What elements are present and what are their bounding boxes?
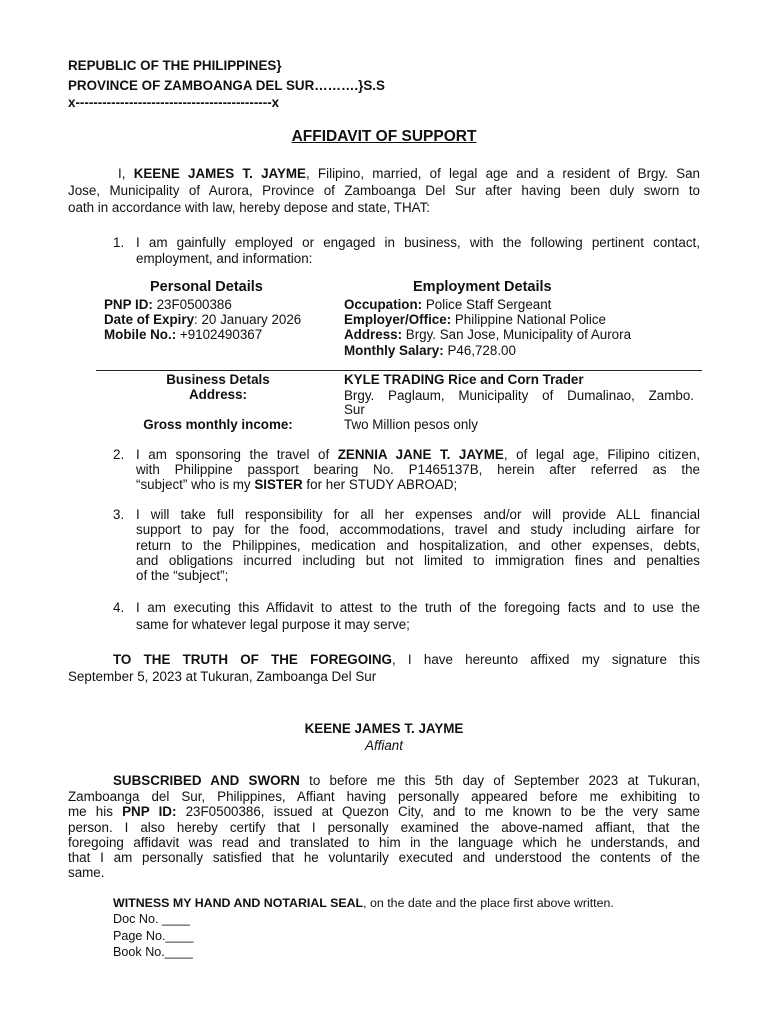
truth-bold: TO THE TRUTH OF THE FOREGOING xyxy=(113,652,392,667)
jurat-bold: SUBSCRIBED AND SWORN xyxy=(113,773,300,788)
jurat-line-3 xyxy=(68,804,700,820)
business-income-value: Two Million pesos only xyxy=(344,417,478,432)
truth-line-2: September 5, 2023 at Tukuran, Zamboanga Del Sur xyxy=(68,669,377,684)
item-2-text-a: I am sponsoring the travel of xyxy=(136,447,338,462)
intro-lead: I, xyxy=(118,166,134,181)
header-republic: REPUBLIC OF THE PHILIPPINES} xyxy=(68,58,282,73)
item-3-line-4: and obligations incurred including but not limited to immigration fines and penalties xyxy=(136,553,700,568)
pnp-id-row xyxy=(104,297,232,313)
salary-label: Monthly Salary: xyxy=(344,343,444,358)
doc-no: Doc No. ____ xyxy=(113,912,191,926)
mobile-row xyxy=(104,327,262,343)
item-2-text-b: , of legal age, Filipino citizen, xyxy=(503,447,700,462)
item-2-line-3 xyxy=(136,477,457,493)
jurat-l3c: 23F0500386, issued at Quezon City, and to me known to be the very same xyxy=(176,804,700,819)
address-row xyxy=(344,327,631,343)
affiant-role: Affiant xyxy=(365,738,403,753)
truth-line-1 xyxy=(68,652,700,668)
page-no: Page No.____ xyxy=(113,929,194,943)
intro-line-2: Jose, Municipality of Aurora, Province of Zamboanga Del Sur after having been duly sworn to xyxy=(68,183,700,198)
salary-value: P46,728.00 xyxy=(443,343,516,358)
header-divider: x--------------------------------------------x xyxy=(68,95,280,110)
occupation-label: Occupation: xyxy=(344,297,423,312)
header-province: PROVINCE OF ZAMBOANGA DEL SUR……….}S.S xyxy=(68,78,385,93)
item-3-line-5: of the “subject”; xyxy=(136,568,229,583)
intro-line-3: oath in accordance with law, hereby depose and state, THAT: xyxy=(68,200,431,215)
mobile-label: Mobile No.: xyxy=(104,327,177,342)
expiry-row xyxy=(104,312,301,328)
pnp-id-label: PNP ID: xyxy=(104,297,153,312)
occupation-value: Police Staff Sergeant xyxy=(422,297,552,312)
item-2-text-c: “subject” who is my xyxy=(136,477,255,492)
relation-sister: SISTER xyxy=(254,477,303,492)
intro-line-1 xyxy=(68,166,700,182)
witness-bold: WITNESS MY HAND AND NOTARIAL SEAL xyxy=(113,896,364,910)
truth-rest: , I have hereunto affixed my signature this xyxy=(391,652,700,667)
item-3-number: 3. xyxy=(113,507,125,522)
item-2-line-1 xyxy=(136,447,700,463)
business-name: KYLE TRADING Rice and Corn Trader xyxy=(344,372,584,387)
item-1-line-1: I am gainfully employed or engaged in business, with the following pertinent contact, xyxy=(136,235,700,250)
item-3-line-2: support to pay for the food, accommodations, travel and study including airfare for xyxy=(136,522,700,537)
intro-rest: , Filipino, married, of legal age and a resident of Brgy. San xyxy=(305,166,700,181)
item-1-number: 1. xyxy=(113,235,125,250)
affiant-name: KEENE JAMES T. JAYME xyxy=(304,721,464,736)
item-1-line-2: employment, and information: xyxy=(136,251,313,266)
expiry-value: : 20 January 2026 xyxy=(194,312,302,327)
expiry-label: Date of Expiry xyxy=(104,312,195,327)
item-2-number: 2. xyxy=(113,447,125,462)
employer-row xyxy=(344,312,606,328)
business-address-label: Address: xyxy=(188,387,248,402)
item-4-line-1: I am executing this Affidavit to attest to the truth of the foregoing facts and to use the xyxy=(136,600,700,615)
pnp-id-value: 23F0500386 xyxy=(152,297,232,312)
item-4-line-2: same for whatever legal purpose it may serve; xyxy=(136,617,410,632)
item-4-number: 4. xyxy=(113,600,125,615)
business-address-line-2: Sur xyxy=(344,402,365,417)
affiant-name-inline: KEENE JAMES T. JAYME xyxy=(133,166,306,181)
witness-rest: , on the date and the place first above written. xyxy=(363,896,614,910)
personal-details-heading: Personal Details xyxy=(150,279,263,295)
document-title: AFFIDAVIT OF SUPPORT xyxy=(291,128,477,145)
item-2-text-d: for her STUDY ABROAD; xyxy=(302,477,458,492)
employer-label: Employer/Office: xyxy=(344,312,452,327)
jurat-line-6: that I am personally satisfied that he voluntarily executed and understood the contents of the xyxy=(68,850,700,865)
business-address-line-1: Brgy. Paglaum, Municipality of Dumalinao, Zambo. xyxy=(344,388,694,403)
jurat-line-1 xyxy=(68,773,700,789)
address-value: Brgy. San Jose, Municipality of Aurora xyxy=(402,327,632,342)
jurat-line-7: same. xyxy=(68,865,105,880)
jurat-l3a: me his xyxy=(68,804,123,819)
item-3-line-1: I will take full responsibility for all her expenses and/or will provide ALL financial xyxy=(136,507,700,522)
jurat-rest: to before me this 5th day of September 2023 at Tukuran, xyxy=(299,773,700,788)
mobile-value: +9102490367 xyxy=(176,327,263,342)
salary-row xyxy=(344,343,516,359)
book-no: Book No.____ xyxy=(113,945,193,959)
employment-details-heading: Employment Details xyxy=(413,279,552,295)
table-divider xyxy=(96,370,702,371)
jurat-line-5: foregoing affidavit was read and translated to him in the language which he understands, and xyxy=(68,835,700,850)
address-label: Address: xyxy=(344,327,403,342)
item-3-line-3: return to the Philippines, medication and hospitalization, and other expenses, debts, xyxy=(136,538,700,553)
witness-line xyxy=(113,896,614,912)
subject-name: ZENNIA JANE T. JAYME xyxy=(337,447,504,462)
jurat-line-2: Zamboanga del Sur, Philippines, Affiant having personally appeared before me exhibiting to xyxy=(68,789,700,804)
occupation-row xyxy=(344,297,551,313)
item-2-line-2: with Philippine passport bearing No. P1465137B, herein after referred as the xyxy=(136,462,700,477)
gross-income-label: Gross monthly income: xyxy=(143,417,293,432)
jurat-pnp-label: PNP ID: xyxy=(122,804,177,819)
employer-value: Philippine National Police xyxy=(451,312,606,327)
jurat-line-4: person. I also hereby certify that I personally examined the above-named affiant, that the xyxy=(68,820,700,835)
business-details-label: Business Detals xyxy=(166,372,270,387)
